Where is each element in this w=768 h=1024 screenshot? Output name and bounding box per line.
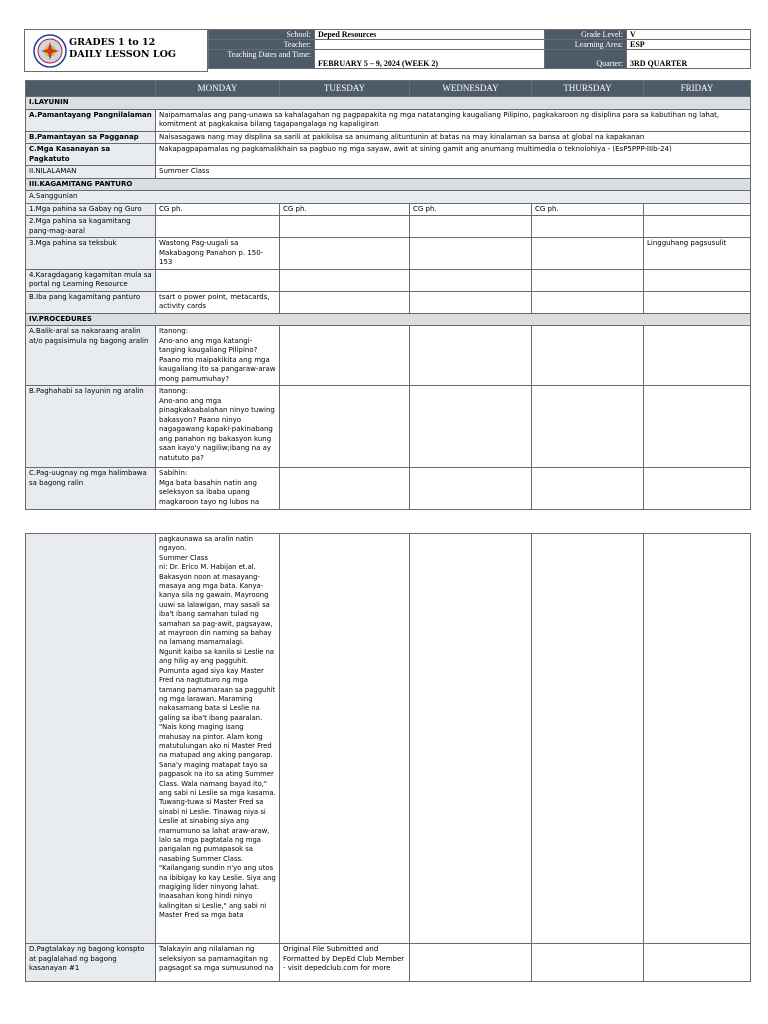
pagtalakay-monday: Talakayin ang nilalaman ng seleksiyon sa pamamagitan ng pagsagot sa mga sumusunod na xyxy=(156,944,280,982)
pag-uugnay-friday xyxy=(644,468,751,510)
area-value: ESP xyxy=(627,40,751,50)
iba-monday: tsart o power point, metacards, activity cards xyxy=(156,291,280,313)
pag-uugnay-thursday xyxy=(532,468,644,510)
balik-aral-friday xyxy=(644,326,751,386)
pagtalakay-thursday xyxy=(532,944,644,982)
kasanayan-label: C.Mga Kasanayan sa Pagkatuto xyxy=(26,144,156,166)
gabay-tuesday: CG ph. xyxy=(280,203,410,216)
mag-aaral-wednesday xyxy=(410,216,532,238)
gabay-label: 1.Mga pahina sa Gabay ng Guro xyxy=(26,203,156,216)
iba-label: B.Iba pang kagamitang panturo xyxy=(26,291,156,313)
teksbuk-monday: Wastong Pag-uugali sa Makabagong Panahon p. 150-153 xyxy=(156,238,280,270)
story-thursday xyxy=(532,534,644,944)
day-thursday: THURSDAY xyxy=(532,81,644,97)
iba-tuesday xyxy=(280,291,410,313)
pagganap-label: B.Pamantayan sa Pagganap xyxy=(26,131,156,144)
quarter-label: Quarter: xyxy=(545,50,627,69)
mag-aaral-friday xyxy=(644,216,751,238)
mag-aaral-tuesday xyxy=(280,216,410,238)
paghahabi-tuesday xyxy=(280,386,410,468)
header-title-block xyxy=(24,29,208,72)
day-monday: MONDAY xyxy=(156,81,280,97)
iba-wednesday xyxy=(410,291,532,313)
iba-thursday xyxy=(532,291,644,313)
kasanayan-text: Nakapagpapamalas ng pagkamalikhain sa pagbuo ng mga sayaw, awit at sining gamit ang anumang multimedia o teknolohiya - (EsP5PPP-IIIb-24) xyxy=(156,144,751,166)
gabay-monday: CG ph. xyxy=(156,203,280,216)
deped-seal-icon xyxy=(33,34,67,68)
pag-uugnay-monday: Sabihin: Mga bata basahin natin ang seleksyon sa ibaba upang magkaroon tayo ng lubos na xyxy=(156,468,280,510)
pamantayang-label: A.Pamantayang Pangnilalaman xyxy=(26,109,156,131)
paghahabi-monday: Itanong: Ano-ano ang mga pinagkakaabalahan ninyo tuwing bakasyon? Paano ninyo nagagawang kapaki-pakinabang ang panahon ng bakasyon kung saan kayo'y nagiliw;ibang na ay natututo pa? xyxy=(156,386,280,468)
dates-label: Teaching Dates and Time: xyxy=(209,50,315,69)
karagdagang-friday xyxy=(644,269,751,291)
header-info-table xyxy=(208,29,751,69)
mag-aaral-thursday xyxy=(532,216,644,238)
balik-aral-label: A.Balik-aral sa nakaraang aralin at/o pagsisimula ng bagong aralin xyxy=(26,326,156,386)
pagtalakay-label: D.Pagtalakay ng bagong konspto at paglalahad ng bagong kasanayan #1 xyxy=(26,944,156,982)
corner-cell xyxy=(26,81,156,97)
pag-uugnay-wednesday xyxy=(410,468,532,510)
teksbuk-friday: Lingguhang pagsusulit xyxy=(644,238,751,270)
lesson-log-table-continued xyxy=(25,533,751,982)
teksbuk-wednesday xyxy=(410,238,532,270)
paghahabi-wednesday xyxy=(410,386,532,468)
header-title xyxy=(69,37,176,61)
teksbuk-label: 3.Mga pahina sa teksbuk xyxy=(26,238,156,270)
gabay-thursday: CG ph. xyxy=(532,203,644,216)
day-wednesday: WEDNESDAY xyxy=(410,81,532,97)
teksbuk-tuesday xyxy=(280,238,410,270)
pamantayang-text: Naipamamalas ang pang-unawa sa kahalagahan ng pagpapakita ng mga natatanging kaugaliang Pilipino, pagkakaroon ng disiplina para sa kabutihan ng lahat, komitment at pagkakaisa bilang tagapangalaga ng kapaligiran xyxy=(156,109,751,131)
paghahabi-label: B.Paghahabi sa layunin ng aralin xyxy=(26,386,156,468)
balik-aral-wednesday xyxy=(410,326,532,386)
pag-uugnay-tuesday xyxy=(280,468,410,510)
grade-label: Grade Level: xyxy=(545,30,627,40)
section-layunin: I.LAYUNIN xyxy=(26,97,751,110)
pagtalakay-friday xyxy=(644,944,751,982)
day-tuesday: TUESDAY xyxy=(280,81,410,97)
sanggunian-label: A.Sanggunian xyxy=(26,191,751,204)
day-friday: FRIDAY xyxy=(644,81,751,97)
balik-aral-monday: Itanong: Ano-ano ang mga katangi-tanging kaugaliang Pilipino? Paano mo maipakikita ang mga kaugaliang ito sa pangaraw-araw mong pamumuhay? xyxy=(156,326,280,386)
title-line-2: DAILY LESSON LOG xyxy=(69,49,176,60)
paghahabi-friday xyxy=(644,386,751,468)
pagganap-text: Naisasagawa nang may displina sa sarili at pakikiisa sa anumang alituntunin at batas na may kinalaman sa bansa at global na kapakanan xyxy=(156,131,751,144)
paghahabi-thursday xyxy=(532,386,644,468)
karagdagang-wednesday xyxy=(410,269,532,291)
pag-uugnay-story: pagkaunawa sa aralin natin ngayon. Summer Class ni: Dr. Erico M. Habijan et.al. Bakasyon noon at masayang-masaya ang mga bata. Kanya-kanya sila ng gawain. Mayroong uuwi sa lalawigan, may sasali sa iba't ibang samahan tulad ng samahan sa pag-awit, pagsayaw, at mayroon din naming sa bahay na lamang mamamalagi. Ngunit kaiba sa kanila si Leslie na ang hilig ay ang pagguhit. Pumunta agad siya kay Master Fred na nagtuturo ng mga tamang pamamaraan sa pagguhit ng mga larawan. Maraming nakasamang bata si Leslie na galing sa iba't ibang paaralan. "Nais kong maging isang mahusay na pintor. Alam kong matutulungan ako ni Master Fred na matupad ang aking pangarap. Sana'y maging matapat tayo sa pagpasok na ito sa ating Summer Class. Wala namang bayad ito," ang sabi ni Leslie sa mga kasama. Tuwang-tuwa si Master Fred sa sinabi ni Leslie. Tinawag niya si Leslie at sinabing siya ang mamumuno sa lahat araw-araw, lalo sa mga pagtatala ng mga pangalan ng pumapasok sa nasabing Summer Class. "Kailangang sundin n'yo ang utos na ibibigay ko kay Leslie. Siya ang magiging lider ninyong lahat. Inaasahan kong hindi ninyo kalingitan si Leslie," ang sabi ni Master Fred sa mga bata xyxy=(156,534,280,944)
nilalaman-text: Summer Class xyxy=(156,166,751,179)
school-label: School: xyxy=(209,30,315,40)
teacher-label: Teacher: xyxy=(209,40,315,50)
karagdagang-thursday xyxy=(532,269,644,291)
gabay-friday xyxy=(644,203,751,216)
nilalaman-label: II.NILALAMAN xyxy=(26,166,156,179)
quarter-value: 3RD QUARTER xyxy=(627,50,751,69)
pag-uugnay-label: C.Pag-uugnay ng mga halimbawa sa bagong ralin xyxy=(26,468,156,510)
mag-aaral-monday xyxy=(156,216,280,238)
section-procedures: IV.PROCEDURES xyxy=(26,313,751,326)
story-wednesday xyxy=(410,534,532,944)
pagtalakay-wednesday xyxy=(410,944,532,982)
balik-aral-tuesday xyxy=(280,326,410,386)
grade-value: V xyxy=(627,30,751,40)
iba-friday xyxy=(644,291,751,313)
mag-aaral-label: 2.Mga pahina sa kagamitang pang-mag-aaral xyxy=(26,216,156,238)
teacher-value xyxy=(315,40,545,50)
section-kagamitan: III.KAGAMITANG PANTURO xyxy=(26,178,751,191)
lesson-log-table xyxy=(25,80,751,510)
dates-value: FEBRUARY 5 – 9, 2024 (WEEK 2) xyxy=(315,50,545,69)
teksbuk-thursday xyxy=(532,238,644,270)
title-line-1: GRADES 1 to 12 xyxy=(69,37,156,48)
pag-uugnay-cont-label xyxy=(26,534,156,944)
balik-aral-thursday xyxy=(532,326,644,386)
karagdagang-tuesday xyxy=(280,269,410,291)
school-value: Deped Resources xyxy=(315,30,545,40)
area-label: Learning Area: xyxy=(545,40,627,50)
story-friday xyxy=(644,534,751,944)
karagdagang-monday xyxy=(156,269,280,291)
story-tuesday xyxy=(280,534,410,944)
pagtalakay-tuesday: Original File Submitted and Formatted by DepEd Club Member - visit depedclub.com for more xyxy=(280,944,410,982)
gabay-wednesday: CG ph. xyxy=(410,203,532,216)
karagdagang-label: 4.Karagdagang kagamitan mula sa portal ng Learning Resource xyxy=(26,269,156,291)
